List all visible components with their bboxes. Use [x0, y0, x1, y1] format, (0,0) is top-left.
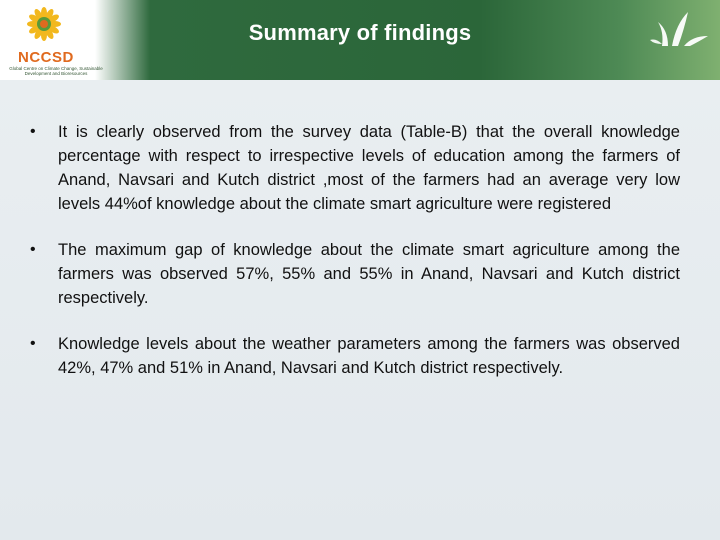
- slide-header: [0, 0, 720, 80]
- bullet-dot: •: [30, 241, 36, 258]
- slide-title: Summary of findings: [248, 20, 472, 45]
- slide-body: [0, 80, 720, 540]
- list-item: [30, 120, 680, 216]
- bullet-dot: •: [30, 335, 36, 352]
- leaf-sprout-icon: [642, 2, 712, 50]
- findings-list: [30, 120, 680, 402]
- bullet-text: It is clearly observed from the survey data (Table-B) that the overall knowledge percentage with respect to irrespective levels of education among the farmers of Anand, Navsari and Kutch district ,most of the farmers had an average very low levels 44%of knowledge about the climate smart agriculture were registered: [58, 123, 680, 213]
- bullet-dot: •: [30, 123, 36, 140]
- list-item: [30, 332, 680, 380]
- bullet-text: Knowledge levels about the weather parameters among the farmers was observed 42%, 47% and 51% in Anand, Navsari and Kutch district respectively.: [58, 335, 680, 377]
- logo-name: NCCSD: [18, 49, 74, 66]
- nccsd-logo: [2, 6, 102, 78]
- sun-flower-logo-icon: [2, 6, 102, 50]
- logo-tagline: Global Centre on Climate Change, Sustainable Development and Bioresources: [9, 66, 103, 76]
- list-item: [30, 238, 680, 310]
- bullet-text: The maximum gap of knowledge about the climate smart agriculture among the farmers was observed 57%, 55% and 55% in Anand, Navsari and Kutch district respectively.: [58, 241, 680, 307]
